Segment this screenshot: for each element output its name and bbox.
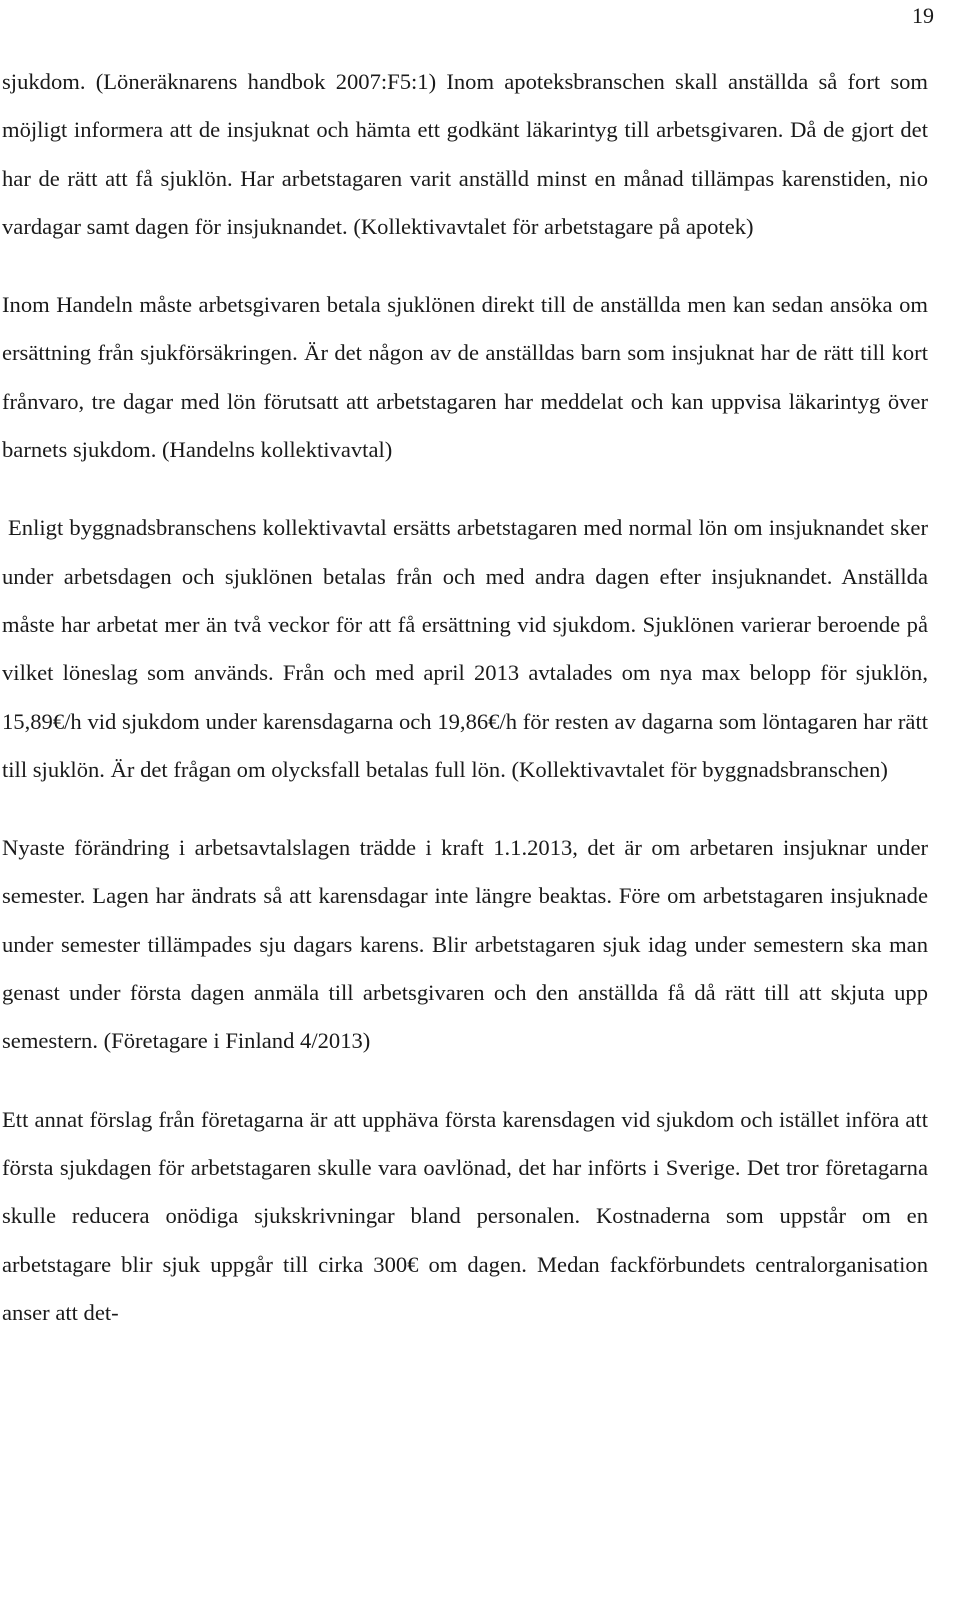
paragraph-handeln: Inom Handeln måste arbetsgivaren betala sjuklönen direkt till de anställda men kan sedan ansöka om ersättning från sjukförsäkringen. Är det någon av de anställdas barn som insjuknat har de rätt till kort frånvaro, tre dagar med lön förutsatt att arbetstagaren har meddelat och kan uppvisa läkarintyg över barnets sjukdom. (Handelns kollektivavtal) (2, 292, 928, 463)
paragraph-apotek: sjukdom. (Löneräknarens handbok 2007:F5:1) Inom apoteksbranschen skall anställda så fort som möjligt informera att de insjuknat och hämta ett godkänt läkarintyg till arbetsgivaren. Då de gjort det har de rätt att få sjuklön. Har arbetstagaren varit anställd minst en månad tillämpas karenstiden, nio vardagar samt dagen för insjuknandet. (Kollektivavtalet för arbetstagare på apotek) (2, 69, 928, 239)
document-body (2, 58, 928, 1337)
paragraph-arbetsavtalslagen: Nyaste förändring i arbetsavtalslagen trädde i kraft 1.1.2013, det är om arbetaren insjuknar under semester. Lagen har ändrats så att karensdagar inte längre beaktas. Före om arbetstagaren insjuknade under semester tillämpades sju dagars karens. Blir arbetstagaren sjuk idag under semestern ska man genast under första dagen anmäla till arbetsgivaren och den anställda få då rätt till att skjuta upp semestern. (Företagare i Finland 4/2013) (2, 835, 928, 1054)
page-number: 19 (912, 3, 934, 28)
paragraph-byggnad: Enligt byggnadsbranschens kollektivavtal ersätts arbetstagaren med normal lön om insjuknandet sker under arbetsdagen och sjuklönen betalas från och med andra dagen efter insjuknandet. Anställda måste har arbetat mer än två veckor för att få ersättning vid sjukdom. Sjuklönen varierar beroende på vilket löneslag som används. Från och med april 2013 avtalades om nya max belopp för sjuklön, 15,89€/h vid sjukdom under karensdagarna och 19,86€/h för resten av dagarna som löntagaren har rätt till sjuklön. Är det frågan om olycksfall betalas full lön. (Kollektivavtalet för byggnadsbranschen) (2, 515, 928, 782)
paragraph-forslag: Ett annat förslag från företagarna är att upphäva första karensdagen vid sjukdom och istället införa att första sjukdagen för arbetstagaren skulle vara oavlönad, det har införts i Sverige. Det tror företagarna skulle reducera onödiga sjukskrivningar bland personalen. Kostnaderna som uppstår om en arbetstagare blir sjuk uppgår till cirka 300€ om dagen. Medan fackförbundets centralorganisation anser att det- (2, 1106, 928, 1325)
